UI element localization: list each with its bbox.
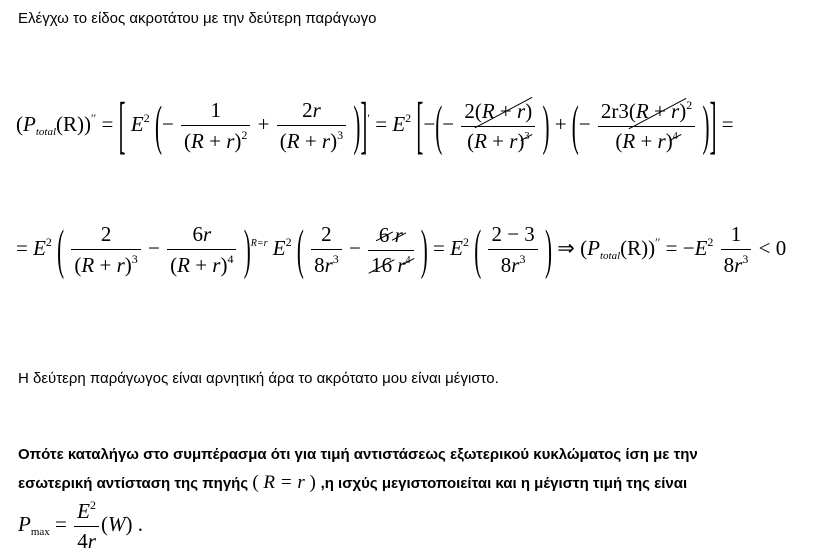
equation-row-1: $(P_{total}(R))''$ = [ $E^2$ (− $\frac{1}{(R + r)^2}$ + $\frac{2r}{(R + r)^3}$ )]$' = E^2$ [−(− $\frac{2(R + r)}{(R + r)3}$ ) + (− $\frac{2r3(R + r)^2}{(R + r)4}$ )] = [16,88,734,161]
conclusion-text: Η δεύτερη παράγωγος είναι αρνητική άρα το ακρότατο μου είναι μέγιστο. [18,370,499,387]
pmax-formula: $P_{max}$ = $\frac{E^2}{4r}$ (W) . [18,498,143,553]
final-statement-line-1: Οπότε καταλήγω στο συμπέρασμα ότι για τιμή αντιστάσεως εξωτερικού κυκλώματος ίση με την [18,446,698,463]
final-statement-line-2: εσωτερική αντίσταση της πηγής ( R = r ) ,η ισχύς μεγιστοποιείται και η μέγιστη τιμή της είναι [18,472,688,493]
paren-open: ( [16,111,23,136]
equation-row-2: = $E^2$ ( $\frac{2}{(R + r)^3}$ − $\frac{6r}{(R + r)^4}$ )$^{R=r}$ $E^2$ ( $\frac{2}{8r^3}$ − $\frac{6 r}{16 r4}$ ) = $E^2$ ( $\frac{2 - 3}{8r^3}$ ) ⇒ $(P_{total}(R))'' = -E^2$ $\frac{1}{8r^3}$ < 0 [16,217,787,280]
heading-text: Ελέγχω το είδος ακροτάτου με την δεύτερη παράγωγο [18,10,377,27]
